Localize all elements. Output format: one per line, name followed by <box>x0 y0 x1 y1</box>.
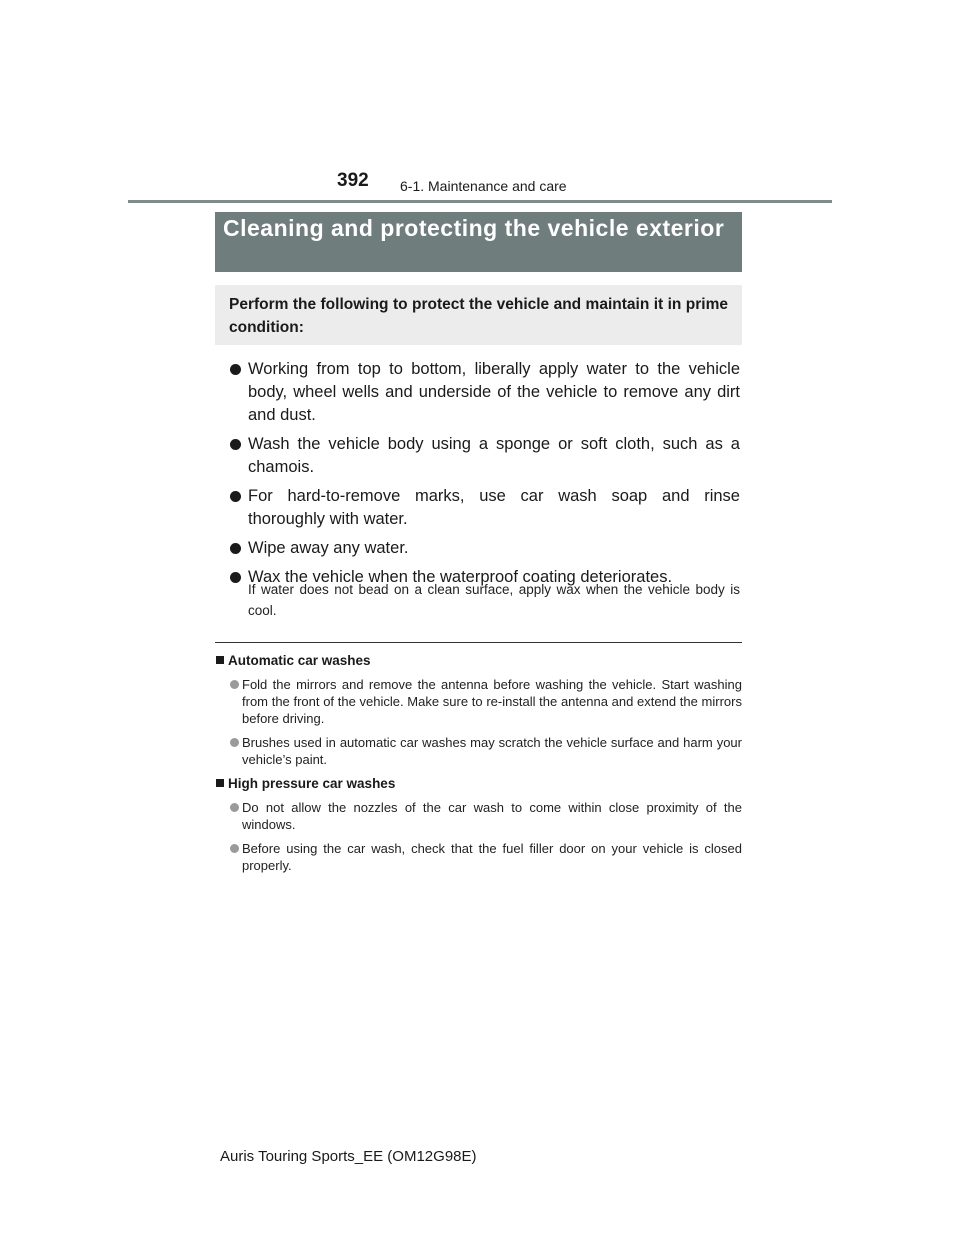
steps-note: If water does not bead on a clean surface, apply wax when the vehicle body is cool. <box>248 582 740 618</box>
note-item-text: Fold the mirrors and remove the antenna before washing the vehicle. Start washing from the front of the vehicle. Make sure to re-install the antenna and extend the mirrors before driving. <box>242 677 742 726</box>
list-item <box>230 358 740 427</box>
note-item-text: Brushes used in automatic car washes may scratch the vehicle surface and harm your vehicle’s paint. <box>242 735 742 767</box>
step-text: Working from top to bottom, liberally apply water to the vehicle body, wheel wells and underside of the vehicle to remove any dirt and dust. <box>248 360 740 424</box>
header-rule <box>128 200 832 203</box>
step-text: Wipe away any water. <box>248 539 409 557</box>
bullet-icon <box>230 680 239 689</box>
section-label: 6-1. Maintenance and care <box>400 178 567 194</box>
square-bullet-icon <box>216 779 224 787</box>
note-item-text: Do not allow the nozzles of the car wash to come within close proximity of the windows. <box>242 800 742 832</box>
notes-section <box>215 652 742 881</box>
note-heading-text: High pressure car washes <box>228 776 396 791</box>
page-number: 392 <box>337 170 369 191</box>
bullet-icon <box>230 439 241 450</box>
list-item <box>230 537 740 560</box>
note-heading <box>215 652 742 670</box>
bullet-icon <box>230 364 241 375</box>
note-heading-text: Automatic car washes <box>228 653 371 668</box>
bullet-icon <box>230 844 239 853</box>
note-item <box>215 734 742 768</box>
bullet-icon <box>230 738 239 747</box>
step-text: Wash the vehicle body using a sponge or soft cloth, such as a chamois. <box>248 435 740 476</box>
divider <box>215 642 742 643</box>
note-heading <box>215 775 742 793</box>
bullet-icon <box>230 491 241 502</box>
step-text: For hard-to-remove marks, use car wash soap and rinse thoroughly with water. <box>248 487 740 528</box>
bullet-icon <box>230 543 241 554</box>
note-group-automatic <box>215 652 742 768</box>
steps-list <box>230 358 740 595</box>
bullet-icon <box>230 803 239 812</box>
page-title: Cleaning and protecting the vehicle exterior <box>215 212 742 272</box>
note-item-text: Before using the car wash, check that the fuel filler door on your vehicle is closed properly. <box>242 841 742 873</box>
note-item <box>215 840 742 874</box>
footer-manual-id: Auris Touring Sports_EE (OM12G98E) <box>220 1148 477 1165</box>
intro-box: Perform the following to protect the vehicle and maintain it in prime condition: <box>215 285 742 345</box>
note-item <box>215 799 742 833</box>
note-group-high-pressure <box>215 775 742 874</box>
list-item <box>230 485 740 531</box>
step-text: Wax the vehicle when the waterproof coating deteriorates. <box>248 568 673 586</box>
note-item <box>215 676 742 727</box>
bullet-icon <box>230 572 241 583</box>
list-item <box>230 433 740 479</box>
square-bullet-icon <box>216 656 224 664</box>
